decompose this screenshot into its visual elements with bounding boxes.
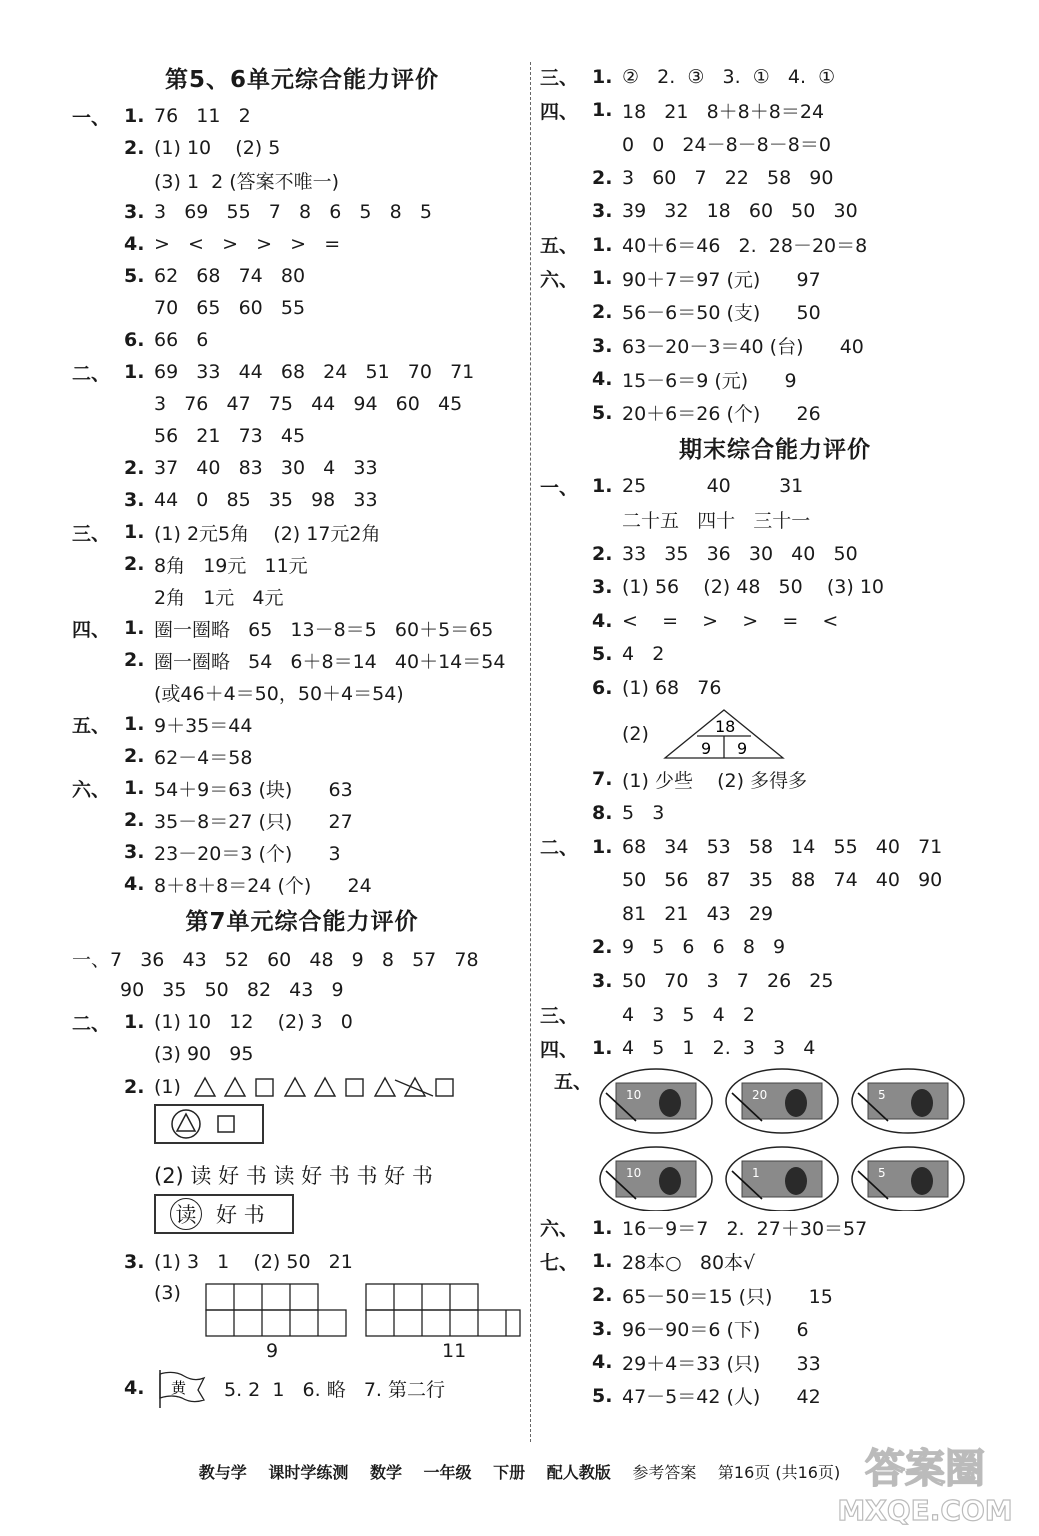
item-number: 1. [124,713,145,735]
answer-row [540,262,1010,296]
answer-row [72,708,532,740]
answer-row: 一、7 36 43 52 60 48 9 8 57 78 [72,948,479,971]
svg-text:9: 9 [700,738,712,758]
item-number: 6. [124,329,145,351]
svg-text:18: 18 [714,716,736,736]
answer-text: 圈一圈略 65 13－8＝5 60＋5＝65 [154,618,494,641]
banknote-value: 10 [626,1166,642,1181]
answer-row [540,931,1010,965]
left-column [72,60,532,1408]
item-number: 3. [592,200,613,223]
banknote-groups [596,1065,1016,1211]
answer-row [72,356,532,388]
item-number: 1. [124,521,145,543]
item-number: 3. [592,970,613,993]
answer-text: (3) 1 2 (答案不唯一) [154,170,340,193]
unit7-answers-continued [540,60,1010,430]
section-number: 七、 [540,1251,579,1274]
answer-text: 62－4＝58 [154,746,253,769]
answer-text: (1) 10 (2) 5 [154,137,281,159]
answer-row [72,420,532,452]
banknote-group [600,1069,712,1133]
answer-row [72,260,532,292]
item-number: 2. [124,457,145,479]
answer-text: 66 6 [154,329,209,351]
final-answers-part2 [540,763,1010,1065]
section-title-final: 期末综合能力评价 [679,436,871,463]
answer-row [540,228,1010,262]
answer-text: 3 60 7 22 58 90 [622,166,834,189]
text-unit-box-row [72,1194,532,1246]
banknote-group [600,1147,712,1211]
section-number: 四、 [540,1038,579,1061]
item-number: 1. [592,475,613,498]
answer-row: 90 35 50 82 43 9 [120,979,344,1001]
banknote-section: 五、 10 20 5 10 1 5 [540,1065,1010,1211]
answer-text: (1) 少些 (2) 多得多 [622,769,808,792]
answer-text: 8＋8＋8＝24 (个) 24 [154,874,372,897]
answer-text: 69 33 44 68 24 51 70 71 [154,361,475,383]
shape-unit-box-row [72,1104,532,1156]
answer-row [540,570,1010,604]
answer-row [540,470,1010,504]
answer-text: 29＋4＝33 (只) 33 [622,1352,821,1375]
item-number: 1. [124,777,145,799]
answer-row [72,644,532,676]
answer-text: 54＋9＝63 (块) 63 [154,778,353,801]
item-number: 2. [592,1284,613,1307]
answer-row [72,196,532,228]
final-answers-part3 [540,1211,1010,1413]
answer-text: (1) 68 76 [622,676,722,699]
answer-row [540,796,1010,830]
svg-text:9: 9 [736,738,748,758]
answer-row [72,612,532,644]
answer-text: 圈一圈略 54 6＋8＝14 40＋14＝54 [154,650,506,673]
answer-text: 70 65 60 55 [154,297,306,319]
answer-text: 9 5 6 6 8 9 [622,936,786,959]
item-number: 1. [592,1037,613,1060]
answer-row [72,740,532,772]
section-number: 四、 [540,100,579,123]
answer-text: 33 35 36 30 40 50 [622,542,858,565]
answer-row [72,772,532,804]
item-number: 6. [592,676,613,699]
answer-text: (1) 2元5角 (2) 17元2角 [154,522,381,545]
section-number: 三、 [540,67,579,90]
answer-row [72,836,532,868]
item-number: 1. [592,233,613,256]
answer-row [540,1031,1010,1065]
banknote-value: 1 [752,1166,760,1181]
section-number: 五、 [72,714,111,737]
item-number: 1. [592,65,613,88]
answer-row [72,164,532,196]
section-number: 六、 [540,268,579,291]
item-number: 3. [124,201,145,223]
section-number: 五、 [540,235,579,258]
answer-text: 28本○ 80本√ [622,1251,756,1274]
answer-text: 16－9＝7 2. 27＋30＝57 [622,1218,868,1241]
section-number: 六、 [72,778,111,801]
item-number: 2. [124,809,145,831]
banknote-value: 5 [878,1166,886,1181]
text-repeat-unit-box: 读 好 书 [154,1194,294,1234]
circled-char: 读 [170,1198,202,1230]
triangle-shape [285,1078,305,1096]
answer-text: 62 68 74 80 [154,265,306,287]
section-number: 二、 [72,362,111,385]
triangle-shape [375,1078,395,1096]
section-title-unit7: 第7单元综合能力评价 [185,909,419,935]
answer-row [540,998,1010,1032]
answer-text: 96－90＝6 (下) 6 [622,1319,809,1342]
flag-icon [154,1368,210,1408]
item-number: 2. [592,300,613,323]
answer-row [540,1312,1010,1346]
answer-row [540,60,1010,94]
answer-text: 68 34 53 58 14 55 40 71 [622,835,943,858]
banknote-value: 10 [626,1088,642,1103]
triangle-row: (2) 18 9 9 [540,705,1010,763]
answer-row: (3) 90 95 [154,1043,254,1065]
answer-row [540,194,1010,228]
banknote-value: 5 [878,1088,886,1103]
answer-row [540,1211,1010,1245]
section-number: 一、 [540,476,579,499]
text-sequence-row: (2) 读 好 书 读 好 书 书 好 书 [154,1164,433,1188]
answer-text: 二十五 四十 三十一 [622,510,811,533]
section-number: 二、 [540,837,579,860]
answer-text: < = > > = < [622,609,839,632]
answer-text: 0 0 24－8－8－8＝0 [622,134,831,157]
answer-row [72,804,532,836]
block-grids [200,1278,560,1358]
answer-text: 81 21 43 29 [622,902,774,925]
item-number: 3. [592,334,613,357]
answer-row [72,452,532,484]
answer-text: 39 32 18 60 50 30 [622,200,858,223]
answer-row [540,94,1010,128]
answer-row [540,604,1010,638]
repeat-unit-shapes [170,1108,248,1140]
answer-row: 4. 黄 5. 2 1 6. 略 7. 第二行 [72,1368,532,1408]
grid-right [366,1284,520,1336]
answer-row: 二、 1. (1) 10 12 (2) 3 0 [72,1011,353,1035]
answer-row [540,329,1010,363]
answer-row [540,161,1010,195]
answer-row [540,638,1010,672]
answer-row [540,1379,1010,1413]
answer-row [540,1245,1010,1279]
answer-row [72,388,532,420]
item-number: 1. [592,1216,613,1239]
banknote-group [726,1147,838,1211]
answer-row [72,868,532,900]
watermark-logo [825,1440,1025,1530]
item-number: 2. [592,936,613,959]
section-title-unit5-6: 第5、6单元综合能力评价 [164,67,439,93]
triangle-shape [195,1078,215,1096]
shape-sequence [191,1074,491,1100]
right-column [540,60,1010,1413]
answer-row [540,362,1010,396]
square-shape [256,1079,273,1096]
unit5-6-answers [72,100,532,900]
item-number: 5. [592,401,613,424]
item-number: 3. [592,1317,613,1340]
svg-text:黄: 黄 [171,1379,187,1397]
banknote-value: 20 [752,1088,768,1103]
answer-text: 44 0 85 35 98 33 [154,489,378,511]
answer-row [540,763,1010,797]
answer-text: 20＋6＝26 (个) 26 [622,403,821,426]
answer-row [540,127,1010,161]
final-answers-part1 [540,470,1010,705]
item-number: 2. [124,745,145,767]
triangle-shape [405,1078,425,1096]
item-number: 5. [592,643,613,666]
grid-label: 9 [266,1340,279,1362]
item-number: 2. [592,542,613,565]
answer-text: 23－20＝3 (个) 3 [154,842,341,865]
answer-row [72,676,532,708]
answer-row [72,484,532,516]
section-number: 三、 [72,522,111,545]
grid-left [206,1284,346,1336]
answer-text: 40＋6＝46 2. 28－20＝8 [622,235,868,258]
answer-row [540,671,1010,705]
answer-text: 2角 1元 4元 [154,586,284,609]
answer-text: 18 21 8＋8＋8＝24 [622,100,825,123]
answer-text: (或46＋4＝50，50＋4＝54) [154,682,404,705]
answer-text: 3 76 47 75 44 94 60 45 [154,393,463,415]
item-number: 5. [592,1384,613,1407]
answer-row [540,537,1010,571]
answer-text: 4 3 5 4 2 [622,1003,755,1026]
item-number: 3. [592,576,613,599]
answer-text: 56 21 73 45 [154,425,306,447]
item-number: 2. [124,553,145,575]
banknote-group [726,1069,838,1133]
answer-text: 90＋7＝97 (元) 97 [622,268,821,291]
answer-text: 56－6＝50 (支) 50 [622,302,821,325]
svg-text:答案圈: 答案圈 [865,1446,985,1492]
section-number: 一、 [72,106,111,129]
item-number: 4. [592,1351,613,1374]
answer-text: 50 70 3 7 26 25 [622,970,834,993]
answer-row [72,132,532,164]
square-shape [436,1079,453,1096]
item-number: 1. [592,1250,613,1273]
answer-row [540,295,1010,329]
answer-text: 47－5＝42 (人) 42 [622,1386,821,1409]
answer-row [540,830,1010,864]
answer-text: 35－8＝27 (只) 27 [154,810,353,833]
answer-row [540,897,1010,931]
item-number: 8. [592,802,613,825]
answer-text: 65－50＝15 (只) 15 [622,1285,833,1308]
answer-text: (1) 56 (2) 48 50 (3) 10 [622,576,885,599]
answer-row [540,863,1010,897]
item-number: 7. [592,768,613,791]
answer-text: 5 3 [622,802,665,825]
answer-text: 76 11 2 [154,105,251,127]
grid-label: 11 [442,1340,467,1362]
strike-line [395,1080,433,1096]
section-number: 四、 [72,618,111,641]
banknote-group [852,1147,964,1211]
item-number: 1. [592,267,613,290]
answer-row [72,580,532,612]
item-number: 2. [124,649,145,671]
answer-row [540,1345,1010,1379]
answer-text: 9＋35＝44 [154,714,253,737]
answer-text: 8角 19元 11元 [154,554,308,577]
section-number: 三、 [540,1005,579,1028]
answer-row [72,100,532,132]
answer-text: 50 56 87 35 88 74 40 90 [622,869,943,892]
answer-row: 3. (1) 3 1 (2) 50 21 [124,1251,353,1273]
answer-text: 37 40 83 30 4 33 [154,457,378,479]
item-number: 4. [592,609,613,632]
answer-row [72,324,532,356]
answer-text: ② 2. ③ 3. ① 4. ① [622,65,836,88]
svg-text:MXQE.COM: MXQE.COM [837,1494,1013,1527]
item-number: 2. [124,137,145,159]
item-number: 1. [592,835,613,858]
item-number: 3. [124,489,145,511]
page-footer: 教与学 课时学练测 数学 一年级 下册 配人教版 参考答案 第16页 (共16页) [198,1463,841,1482]
item-number: 2. [592,166,613,189]
shape-sequence-row: 2. (1) [72,1070,532,1104]
answer-row [540,503,1010,537]
answer-text: 63－20－3＝40 (台) 40 [622,336,864,359]
item-number: 4. [124,233,145,255]
answer-text: 3 69 55 7 8 6 5 8 5 [154,201,432,223]
item-number: 1. [592,99,613,122]
item-number: 4. [592,368,613,391]
answer-row [540,1278,1010,1312]
block-grid-row: (3) 9 11 [72,1278,532,1368]
triangle-shape [225,1078,245,1096]
item-number: 5. [124,265,145,287]
section-number: 六、 [540,1218,579,1241]
answer-row [72,548,532,580]
triangle-shape [315,1078,335,1096]
square-shape [346,1079,363,1096]
answer-text: > < > > > = [154,233,341,255]
answer-row [540,964,1010,998]
item-number: 1. [124,617,145,639]
banknote-group [852,1069,964,1133]
repeat-unit-box [154,1104,264,1144]
answer-text: 25 40 31 [622,475,804,498]
answer-text: 15－6＝9 (元) 9 [622,369,797,392]
answer-row [540,396,1010,430]
item-number: 1. [124,105,145,127]
item-number: 3. [124,841,145,863]
answer-row [72,516,532,548]
item-number: 4. [124,873,145,895]
answer-row [72,228,532,260]
answer-row [72,292,532,324]
number-triangle [659,706,789,762]
item-number: 1. [124,361,145,383]
answer-text: 4 2 [622,643,665,666]
answer-text: 4 5 1 2. 3 3 4 [622,1037,816,1060]
